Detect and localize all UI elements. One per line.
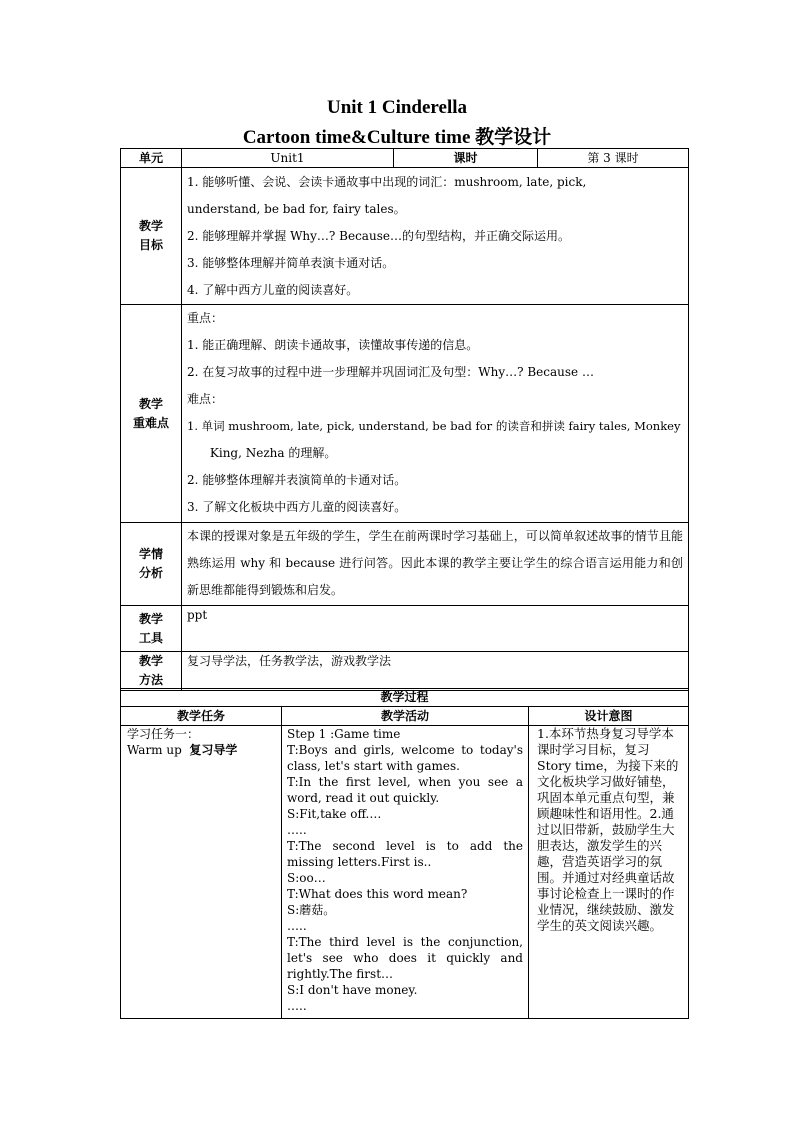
students-content: 本课的授课对象是五年级的学生，学生在前两课时学习基础上，可以简单叙述故事的情节且能熟练运用 why 和 because 进行问答。因此本课的教学主要让学生的综合语言运用能力和创新思维都能得到锻炼和启发。 xyxy=(182,523,689,606)
task-cell xyxy=(121,726,282,1019)
key-point-line: 1. 单词 mushroom, late, pick, understand, be bad for 的读音和拼读 fairy tales, Monkey xyxy=(187,419,681,433)
tools-row xyxy=(121,606,689,652)
activity-line: S:oo… xyxy=(287,871,326,885)
activity-line: T:The second level is to add the missing letters.First is.. xyxy=(287,839,523,869)
activity-line: ….. xyxy=(287,999,307,1013)
unit-value: Unit1 xyxy=(182,149,394,168)
objectives-content xyxy=(182,168,689,305)
tools-label-line1: 教学 xyxy=(138,611,163,626)
lesson-info-table xyxy=(120,148,689,691)
column-activity-header: 教学活动 xyxy=(282,707,529,726)
task-one-row xyxy=(121,726,689,1019)
doc-subtitle: Cartoon time&Culture time 教学设计 xyxy=(242,127,552,148)
unit-label: 单元 xyxy=(121,149,182,168)
process-heading: 教学过程 xyxy=(121,689,689,707)
teaching-process-table xyxy=(120,688,689,1019)
key-points-label xyxy=(121,305,182,523)
process-columns-row xyxy=(121,707,689,726)
objective-line: 1. 能够听懂、会说、会读卡通故事中出现的词汇：mushroom, late, pick, xyxy=(187,175,587,189)
activity-line: S:蘑菇。 xyxy=(287,903,336,917)
unit-row xyxy=(121,149,689,168)
period-value: 第 3 课时 xyxy=(538,149,689,168)
activity-line: ….. xyxy=(287,823,307,837)
key-points-label-line1: 教学 xyxy=(138,396,163,411)
objectives-label-line1: 教学 xyxy=(138,219,163,233)
key-point-line: 3. 了解文化板块中西方儿童的阅读喜好。 xyxy=(187,500,407,514)
key-point-line: 1. 能正确理解、朗读卡通故事，读懂故事传递的信息。 xyxy=(187,338,479,352)
task-title: 学习任务一： xyxy=(127,727,200,741)
key-point-line: 重点： xyxy=(187,311,224,325)
key-points-content xyxy=(182,305,689,523)
objectives-label xyxy=(121,168,182,305)
tools-label xyxy=(121,606,182,652)
methods-content: 复习导学法，任务教学法，游戏教学法 xyxy=(182,652,689,691)
key-points-label-line2: 重难点 xyxy=(132,415,169,430)
doc-title: Unit 1 Cinderella xyxy=(326,97,468,118)
students-row xyxy=(121,523,689,606)
column-task-header: 教学任务 xyxy=(121,707,282,726)
objectives-row xyxy=(121,168,689,305)
activity-line: ….. xyxy=(287,919,307,933)
activity-line: S:Fit,take off.… xyxy=(287,807,382,821)
objective-line: understand, be bad for, fairy tales。 xyxy=(187,202,406,216)
task-subtitle-plain: Warm up xyxy=(127,743,190,757)
objectives-label-line2: 目标 xyxy=(138,238,163,252)
objective-line: 3. 能够整体理解并简单表演卡通对话。 xyxy=(187,256,395,270)
task-subtitle-bold: 复习导学 xyxy=(189,743,238,757)
key-point-line: 2. 在复习故事的过程中进一步理解并巩固词汇及句型：Why…? Because … xyxy=(187,365,594,379)
process-heading-row xyxy=(121,689,689,707)
methods-row xyxy=(121,652,689,691)
key-points-row xyxy=(121,305,689,523)
activity-line: T:In the first level, when you see a word, read it out quickly. xyxy=(287,775,523,805)
activity-cell xyxy=(282,726,529,1019)
methods-label-line2: 方法 xyxy=(138,673,163,687)
methods-label-line1: 教学 xyxy=(138,654,163,668)
students-label-line1: 学情 xyxy=(138,547,163,561)
students-label-line2: 分析 xyxy=(138,566,163,580)
activity-line: T:Boys and girls, welcome to today's class, let's start with games. xyxy=(287,743,523,773)
tools-label-line2: 工具 xyxy=(138,630,163,645)
activity-line: T:The third level is the conjunction, let's see who does it quickly and rightly.The first… xyxy=(287,935,523,981)
objective-line: 4. 了解中西方儿童的阅读喜好。 xyxy=(187,283,359,297)
task-subtitle xyxy=(127,742,276,758)
key-point-line: King, Nezha 的理解。 xyxy=(187,446,337,460)
activity-line: T:What does this word mean? xyxy=(287,887,468,901)
students-label xyxy=(121,523,182,606)
objective-line: 2. 能够理解并掌握 Why…? Because…的句型结构，并正确交际运用。 xyxy=(187,229,570,243)
period-label: 课时 xyxy=(394,149,538,168)
column-intent-header: 设计意图 xyxy=(529,707,689,726)
intent-cell: 1.本环节热身复习导学本课时学习目标，复习 Story time，为接下来的文化板块学习做好铺垫，巩固本单元重点句型，兼顾趣味性和语用性。2.通过以旧带新，鼓励学生大胆表达，激发学生的兴趣，营造英语学习的氛围。并通过对经典童话故事讨论检查上一课时的作业情况，继续鼓励、激发学生的英文阅读兴趣。 xyxy=(529,726,689,1019)
activity-line: Step 1 :Game time xyxy=(287,727,401,741)
key-point-line: 2. 能够整体理解并表演简单的卡通对话。 xyxy=(187,473,407,487)
activity-line: S:I don't have money. xyxy=(287,983,418,997)
key-point-line: 难点： xyxy=(187,392,224,406)
methods-label xyxy=(121,652,182,691)
tools-content: ppt xyxy=(182,606,689,652)
